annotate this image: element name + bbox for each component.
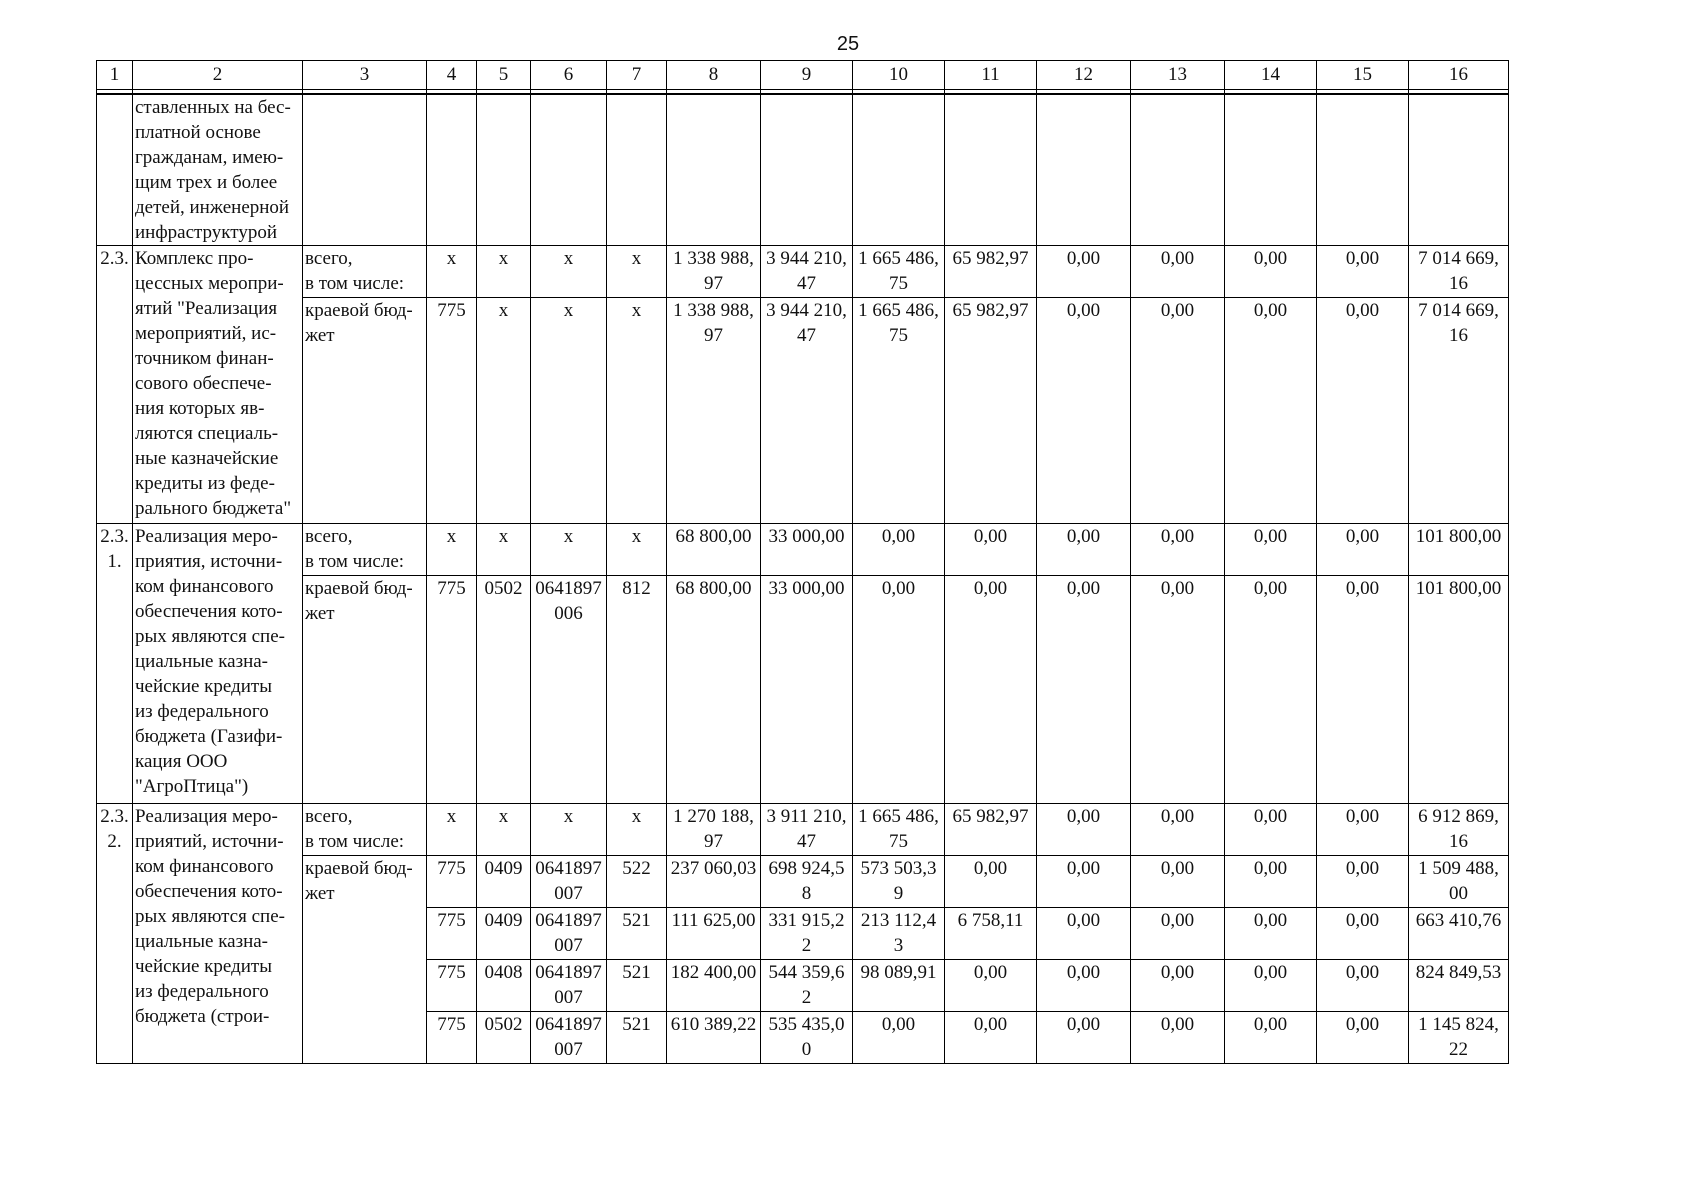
table-cell: 1 509 488, 00 <box>1409 856 1509 908</box>
table-cell: x <box>531 246 607 298</box>
column-header: 2 <box>133 61 303 90</box>
table-cell: x <box>607 246 667 298</box>
column-header: 9 <box>761 61 853 90</box>
table-cell: 237 060,03 <box>667 856 761 908</box>
table-cell: 101 800,00 <box>1409 524 1509 576</box>
table-cell: 65 982,97 <box>945 804 1037 856</box>
table-cell: x <box>477 524 531 576</box>
table-cell: 573 503,3 9 <box>853 856 945 908</box>
table-cell: 1 338 988, 97 <box>667 298 761 524</box>
table-cell: x <box>531 524 607 576</box>
table-cell: 0,00 <box>1131 1012 1225 1064</box>
table-cell: 68 800,00 <box>667 576 761 804</box>
table-cell: 0,00 <box>945 524 1037 576</box>
table-cell: 0,00 <box>1131 960 1225 1012</box>
table-row <box>97 524 1509 576</box>
table-cell: 0,00 <box>1317 960 1409 1012</box>
table-cell: x <box>477 298 531 524</box>
table-cell: 0,00 <box>945 960 1037 1012</box>
row-name: ставленных на бес- платной основе гражданам, имею- щим трех и более детей, инженерной инфраструктурой <box>133 94 303 246</box>
table-cell: 111 625,00 <box>667 908 761 960</box>
table-cell: 0409 <box>477 856 531 908</box>
budget-table <box>96 60 1509 1064</box>
source-cell: краевой бюд- жет <box>303 298 427 524</box>
table-cell: 0,00 <box>853 524 945 576</box>
column-header: 4 <box>427 61 477 90</box>
table-cell: 0,00 <box>1225 1012 1317 1064</box>
table-cell: 0,00 <box>1225 804 1317 856</box>
table-cell: x <box>531 298 607 524</box>
table-cell: 0,00 <box>945 576 1037 804</box>
table-cell: 213 112,4 3 <box>853 908 945 960</box>
table-cell: 0,00 <box>1317 856 1409 908</box>
table-cell: 0,00 <box>1225 856 1317 908</box>
table-cell: 775 <box>427 576 477 804</box>
table-cell: 1 665 486, 75 <box>853 246 945 298</box>
table-cell: 98 089,91 <box>853 960 945 1012</box>
table-cell: 522 <box>607 856 667 908</box>
column-header: 5 <box>477 61 531 90</box>
column-header: 8 <box>667 61 761 90</box>
source-cell: всего, в том числе: <box>303 246 427 298</box>
column-header: 1 <box>97 61 133 90</box>
table-cell: x <box>427 804 477 856</box>
table-cell: 0,00 <box>853 1012 945 1064</box>
table-cell: 0,00 <box>1037 524 1131 576</box>
table-cell: 6 758,11 <box>945 908 1037 960</box>
table-cell: 0,00 <box>1037 908 1131 960</box>
table-cell: 101 800,00 <box>1409 576 1509 804</box>
table-cell: 0,00 <box>1037 960 1131 1012</box>
table-cell: 0,00 <box>1131 246 1225 298</box>
table-cell: x <box>427 246 477 298</box>
column-header: 10 <box>853 61 945 90</box>
column-header: 3 <box>303 61 427 90</box>
table-cell: 0502 <box>477 576 531 804</box>
table-cell: 7 014 669, 16 <box>1409 298 1509 524</box>
table-cell: 0,00 <box>945 1012 1037 1064</box>
table-cell: 0,00 <box>945 856 1037 908</box>
table-row <box>97 856 1509 908</box>
table-cell: x <box>607 524 667 576</box>
table-cell: 698 924,5 8 <box>761 856 853 908</box>
table-cell: 0,00 <box>1131 576 1225 804</box>
table-cell: 775 <box>427 960 477 1012</box>
table-cell: x <box>607 804 667 856</box>
table-cell: 521 <box>607 960 667 1012</box>
table-cell: 824 849,53 <box>1409 960 1509 1012</box>
row-name: Реализация меро- приятия, источни- ком финансового обеспечения кото- рых являются спе- циальные казна- чейские кредиты из федерального бюджета (Газифи- кация ООО "АгроПтица") <box>133 524 303 804</box>
table-cell: 0,00 <box>1317 576 1409 804</box>
table-cell: 0,00 <box>1317 1012 1409 1064</box>
table-cell: 0,00 <box>1225 576 1317 804</box>
table-cell: 1 338 988, 97 <box>667 246 761 298</box>
table-cell: 0,00 <box>1225 960 1317 1012</box>
table-cell: 0,00 <box>853 576 945 804</box>
table-cell: x <box>477 246 531 298</box>
table-cell: 0,00 <box>1131 856 1225 908</box>
row-name: Комплекс про- цессных меропри- ятий "Реализация мероприятий, ис- точником финан- сового обеспече- ния которых яв- ляются специаль- ные казначейские кредиты из феде- рального бюджета" <box>133 246 303 524</box>
table-cell: 33 000,00 <box>761 576 853 804</box>
table-row <box>97 804 1509 856</box>
table-cell: x <box>427 524 477 576</box>
table-row <box>97 576 1509 804</box>
table-cell: 812 <box>607 576 667 804</box>
table-row <box>97 246 1509 298</box>
table-cell: 0,00 <box>1037 1012 1131 1064</box>
table-cell: 775 <box>427 908 477 960</box>
row-id: 2.3. <box>97 246 133 524</box>
table-cell: 0,00 <box>1225 246 1317 298</box>
table-cell: x <box>531 804 607 856</box>
row-id: 2.3. 2. <box>97 804 133 1064</box>
column-header: 7 <box>607 61 667 90</box>
column-header: 15 <box>1317 61 1409 90</box>
table-cell: 0,00 <box>1317 524 1409 576</box>
table-cell: 0502 <box>477 1012 531 1064</box>
header-row <box>97 61 1509 90</box>
table-cell: 0,00 <box>1317 246 1409 298</box>
table-cell: 182 400,00 <box>667 960 761 1012</box>
table-cell: 0641897 007 <box>531 856 607 908</box>
table-cell: 331 915,2 2 <box>761 908 853 960</box>
table-cell: 0,00 <box>1225 908 1317 960</box>
source-cell: всего, в том числе: <box>303 804 427 856</box>
table-cell: 521 <box>607 1012 667 1064</box>
column-header: 11 <box>945 61 1037 90</box>
table-cell: 33 000,00 <box>761 524 853 576</box>
table-cell: 6 912 869, 16 <box>1409 804 1509 856</box>
table-row <box>97 298 1509 524</box>
table-cell: x <box>607 298 667 524</box>
table-cell: 775 <box>427 1012 477 1064</box>
table-cell: 1 665 486, 75 <box>853 298 945 524</box>
table-cell: 1 145 824, 22 <box>1409 1012 1509 1064</box>
table-cell: 3 944 210, 47 <box>761 246 853 298</box>
table-cell: 0,00 <box>1225 298 1317 524</box>
table-cell: 0,00 <box>1037 298 1131 524</box>
table-cell: 1 665 486, 75 <box>853 804 945 856</box>
source-cell: краевой бюд- жет <box>303 856 427 1064</box>
table-cell: 0641897 007 <box>531 908 607 960</box>
table-cell: 0,00 <box>1225 524 1317 576</box>
table-cell: 0,00 <box>1037 246 1131 298</box>
table-cell: 0,00 <box>1317 908 1409 960</box>
row-id: 2.3. 1. <box>97 524 133 804</box>
table-cell: 68 800,00 <box>667 524 761 576</box>
table-cell: 0,00 <box>1037 804 1131 856</box>
table-cell: 0408 <box>477 960 531 1012</box>
column-header: 14 <box>1225 61 1317 90</box>
table-cell: 0641897 007 <box>531 1012 607 1064</box>
table-cell: 610 389,22 <box>667 1012 761 1064</box>
page-number: 25 <box>836 33 860 55</box>
table-cell: 65 982,97 <box>945 298 1037 524</box>
source-cell: всего, в том числе: <box>303 524 427 576</box>
table-cell: 535 435,0 0 <box>761 1012 853 1064</box>
table-cell: 65 982,97 <box>945 246 1037 298</box>
table-cell: x <box>477 804 531 856</box>
table-cell: 0,00 <box>1317 804 1409 856</box>
table-cell: 0,00 <box>1037 576 1131 804</box>
table-cell: 775 <box>427 856 477 908</box>
table-cell: 0,00 <box>1317 298 1409 524</box>
table-cell: 0641897 007 <box>531 960 607 1012</box>
row-name: Реализация меро- приятий, источни- ком финансового обеспечения кото- рых являются спе- циальные казна- чейские кредиты из федерального бюджета (строи- <box>133 804 303 1064</box>
table-cell: 663 410,76 <box>1409 908 1509 960</box>
column-header: 13 <box>1131 61 1225 90</box>
table-cell: 0,00 <box>1131 804 1225 856</box>
table-cell: 3 944 210, 47 <box>761 298 853 524</box>
column-header: 16 <box>1409 61 1509 90</box>
table-cell: 521 <box>607 908 667 960</box>
table-cell: 3 911 210, 47 <box>761 804 853 856</box>
table-cell: 0,00 <box>1037 856 1131 908</box>
table-cell: 0,00 <box>1131 524 1225 576</box>
table-cell: 0,00 <box>1131 908 1225 960</box>
table-row <box>97 94 1509 246</box>
table-cell: 0641897 006 <box>531 576 607 804</box>
row-id <box>97 94 133 246</box>
column-header: 6 <box>531 61 607 90</box>
table-cell: 0409 <box>477 908 531 960</box>
table-cell: 0,00 <box>1131 298 1225 524</box>
table-cell: 7 014 669, 16 <box>1409 246 1509 298</box>
table-cell: 544 359,6 2 <box>761 960 853 1012</box>
table-cell: 1 270 188, 97 <box>667 804 761 856</box>
source-cell: краевой бюд- жет <box>303 576 427 804</box>
table-cell: 775 <box>427 298 477 524</box>
column-header: 12 <box>1037 61 1131 90</box>
